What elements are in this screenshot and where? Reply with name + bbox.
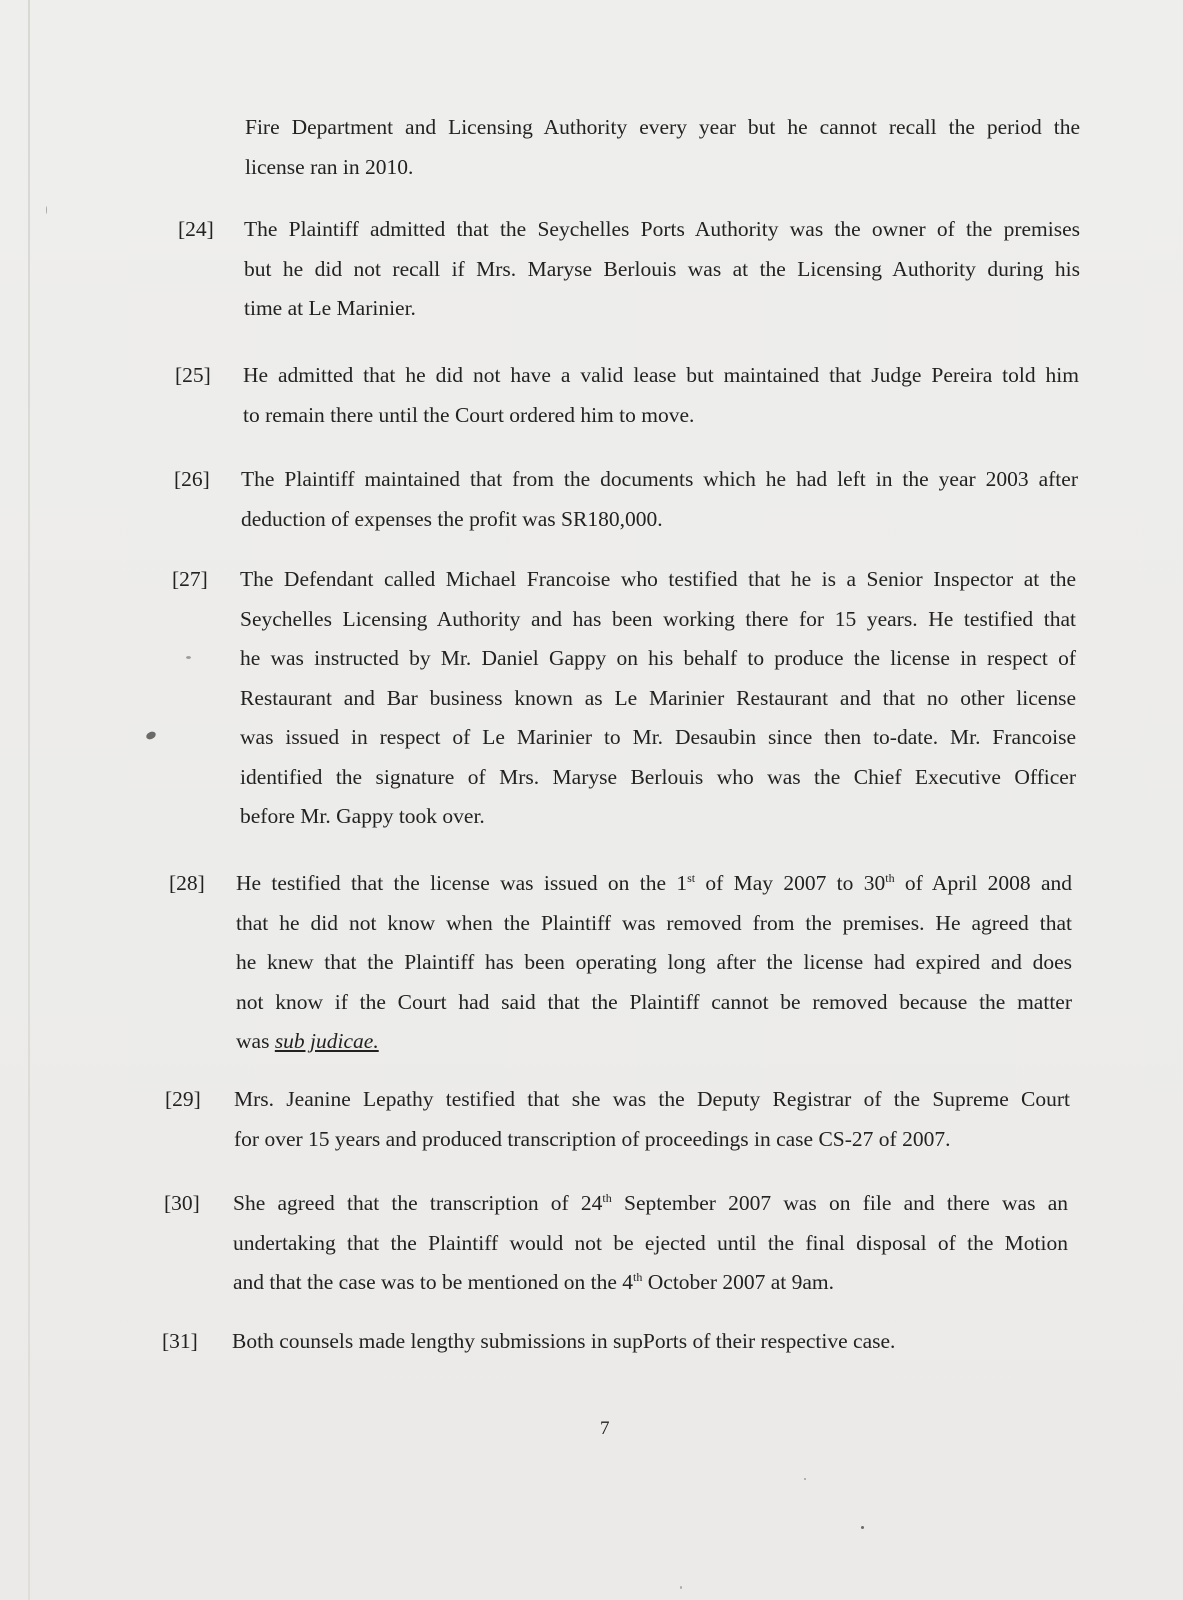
- paragraph-number: [24]: [178, 217, 214, 241]
- paragraph-29: [165, 1080, 1070, 1159]
- text-line: before Mr. Gappy took over.: [240, 804, 485, 828]
- text-segment: September 2007 was on file and there was an: [611, 1191, 1068, 1215]
- page-number: 7: [600, 1418, 610, 1439]
- text-line: undertaking that the Plaintiff would not be ejected until the final disposal of the Motion: [233, 1230, 1068, 1255]
- paragraph-25: [175, 356, 1079, 435]
- text-line: for over 15 years and produced transcription of proceedings in case CS-27 of 2007.: [234, 1126, 951, 1151]
- text-segment: and that the case was to be mentioned on the 4: [233, 1270, 634, 1294]
- text-line: deduction of expenses the profit was SR180,000.: [241, 506, 663, 531]
- scan-speck: [804, 1478, 806, 1480]
- text-line: [236, 864, 1072, 904]
- page-left-edge: [28, 0, 30, 1600]
- text-segment: was: [236, 1029, 275, 1053]
- text-line: The Defendant called Michael Francoise who testified that he is a Senior Inspector at the: [240, 567, 1076, 591]
- paragraph-number: [31]: [162, 1329, 198, 1353]
- paragraph-number: [29]: [165, 1087, 201, 1111]
- ordinal-suffix: st: [687, 870, 696, 885]
- paragraph-26: [174, 460, 1078, 539]
- text-segment: of May 2007 to 30: [695, 871, 886, 895]
- text-line: Fire Department and Licensing Authority every year but he cannot recall the period the: [245, 115, 1080, 139]
- text-line: The Plaintiff admitted that the Seychelles Ports Authority was the owner of the premises: [244, 217, 1080, 241]
- scan-speck: [145, 730, 157, 741]
- paragraph-number: [25]: [175, 363, 211, 387]
- text-segment: of April 2008 and: [894, 871, 1072, 895]
- paragraph-24: [178, 210, 1080, 329]
- scan-speck: [186, 656, 191, 659]
- text-segment: October 2007 at 9am.: [642, 1270, 835, 1294]
- text-line: Seychelles Licensing Authority and has been working there for 15 years. He testified that: [240, 606, 1076, 631]
- text-line: Both counsels made lengthy submissions in supPorts of their respective case.: [232, 1329, 896, 1353]
- paragraph-28: [169, 864, 1072, 1062]
- scan-speck: [861, 1526, 864, 1529]
- latin-term: sub judicae.: [274, 1029, 379, 1053]
- ordinal-suffix: th: [633, 1269, 643, 1284]
- text-line: but he did not recall if Mrs. Maryse Berlouis was at the Licensing Authority during his: [244, 256, 1080, 281]
- text-line: he knew that the Plaintiff has been operating long after the license had expired and does: [236, 950, 1072, 974]
- text-line: Mrs. Jeanine Lepathy testified that she was the Deputy Registrar of the Supreme Court: [234, 1087, 1070, 1111]
- text-line: that he did not know when the Plaintiff was removed from the premises. He agreed that: [236, 910, 1072, 935]
- text-line: He admitted that he did not have a valid lease but maintained that Judge Pereira told him: [243, 363, 1079, 387]
- text-line: [236, 1022, 1072, 1062]
- text-line: license ran in 2010.: [245, 154, 414, 179]
- text-line: was issued in respect of Le Marinier to Mr. Desaubin since then to-date. Mr. Francoise: [240, 725, 1076, 749]
- continuation-paragraph: [245, 108, 1080, 187]
- text-segment: She agreed that the transcription of 24: [233, 1191, 603, 1215]
- ordinal-suffix: th: [602, 1190, 612, 1205]
- paragraph-30: [164, 1184, 1068, 1303]
- text-line: to remain there until the Court ordered him to move.: [243, 402, 695, 427]
- paragraph-number: [26]: [174, 467, 210, 491]
- scan-speck: [46, 206, 47, 214]
- text-line: Restaurant and Bar business known as Le Marinier Restaurant and that no other license: [240, 685, 1076, 710]
- paragraph-number: [27]: [172, 567, 208, 591]
- text-line: The Plaintiff maintained that from the documents which he had left in the year 2003 after: [241, 467, 1078, 491]
- text-segment: He testified that the license was issued on the 1: [236, 871, 688, 895]
- text-line: [233, 1263, 1068, 1303]
- text-line: he was instructed by Mr. Daniel Gappy on his behalf to produce the license in respect of: [240, 646, 1076, 670]
- text-line: identified the signature of Mrs. Maryse Berlouis who was the Chief Executive Officer: [240, 764, 1076, 789]
- ordinal-suffix: th: [885, 870, 895, 885]
- paragraph-number: [30]: [164, 1191, 200, 1215]
- paragraph-31: [162, 1322, 1068, 1362]
- paragraph-27: [172, 560, 1076, 837]
- text-line: not know if the Court had said that the Plaintiff cannot be removed because the matter: [236, 989, 1072, 1014]
- text-line: [233, 1184, 1068, 1224]
- text-line: time at Le Marinier.: [244, 296, 416, 320]
- paragraph-number: [28]: [169, 871, 205, 895]
- scan-speck: [680, 1586, 682, 1589]
